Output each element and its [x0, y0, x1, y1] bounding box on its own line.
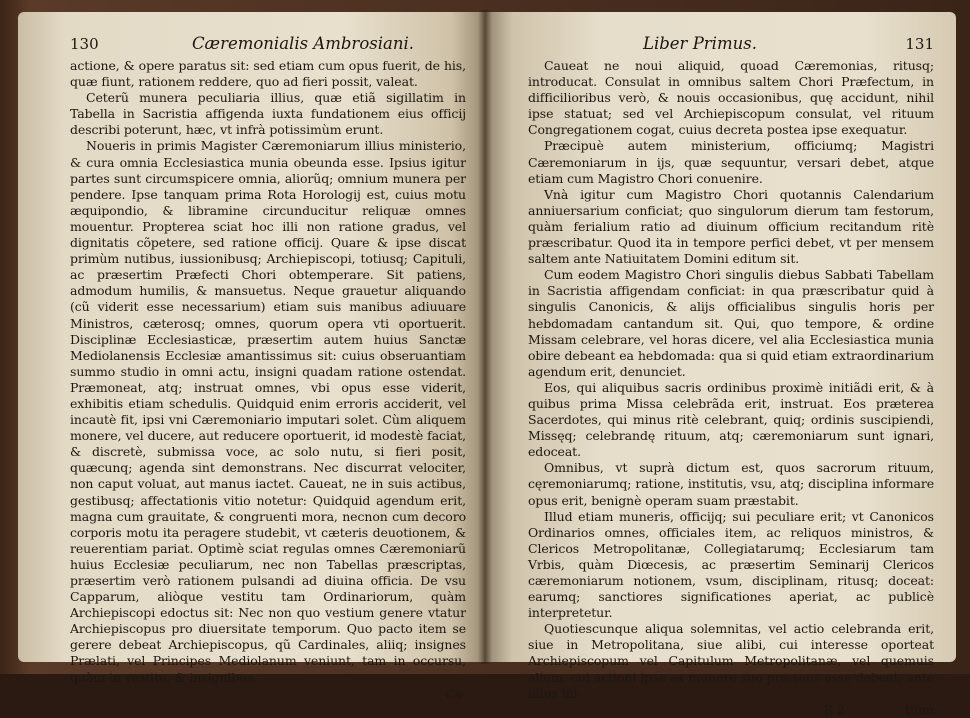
right-paragraph: Omnibus, vt suprà dictum est, quos sacrorum rituum, cęremoniarumq; ratione, institutis, vsu, atq; disciplina informare opus erit, benignè operam suam præstabit. — [528, 460, 934, 508]
right-running-head — [528, 34, 934, 56]
left-paragraph: Noueris in primis Magister Cæremoniarum illius ministerio, & cura omnia Ecclesiastica munia obeunda esse. Ipsius igitur partes sunt circumspicere omnia, aliorũq; omnium munera per pendere. Ipse tanquam prima Rota Horologij est, cuius motu æquipondio, & libramine circunducitur reliquæ omnes mouentur. Propterea sciat hoc illi non ratione gradus, vel dignitatis cõpetere, sed ratione officij. Quare & ipse discat primùm nutibus, iussionibusq; Archiepiscopi, totiusq; Capituli, ac præsertim Præfecti Chori obtemperare. Sit patiens, admodum humilis, & mansuetus. Neque grauetur aliquando (cũ viderit esse necessarium) etiam suis manibus adiuuare Ministros, cæterosq; omnes, quorum opera vti oportuerit. Disciplinæ Ecclesiasticæ, præsertim autem huius Sanctæ Mediolanensis Ecclesiæ amantissimus sit: cuius obseruantiam summo studio in omni actu, insigni quadam ratione ostendat. Præmoneat, atq; instruat omnes, vbi opus esse viderit, exhibitis etiam schedulis. Quidquid enim erroris acciderit, vel incautè fit, ipsi vni Cæremoniario imputari solet. Cùm aliquem monere, vel ducere, aut reducere oportuerit, id modestè faciat, & discretè, submissa voce, ac solo nutu, si fieri posit, quæcunq; agenda sint demonstrans. Nec discurrat velociter, non caput voluat, aut manus iactet. Caueat, ne in suis actibus, gestibusq; affectationis vitio notetur: Quidquid agendum erit, magna cum grauitate, & congruenti mora, necnon cum decoro corporis motu ita peragere studebit, vt cæteris deuotionem, & reuerentiam pariat. Optimè sciat regulas omnes Cæremoniarũ huius Ecclesiæ peculiarum, nec non Tabellas præscriptas, præsertim verò rationem pulsandi ad diuina officia. De vsu Capparum, aliòque vestitu tam Ordinariorum, quàm Archiepiscopi edoctus sit: Nec non quo vestium genere vtatur Archiepiscopus pro diuersitate temporum. Quo pacto item se gerere debeat Archiepiscopus, qũ Cardinales, aliiq; insignes Prælati, vel Principes Mediolanum veniunt, tam in occursu, quàm in vestitu, & insignibus. — [70, 138, 466, 685]
right-page-number: 131 — [905, 35, 934, 53]
left-paragraph: actione, & opere paratus sit: sed etiam cum opus fuerit, de his, quæ fiunt, rationem reddere, quo ad fieri possit, valeat. — [70, 58, 466, 90]
right-catchword: tium — [905, 701, 934, 717]
right-running-title: Liber Primus. — [643, 34, 757, 53]
left-running-head — [70, 34, 466, 56]
book-gutter — [478, 10, 492, 664]
right-paragraph: Cum eodem Magistro Chori singulis diebus Sabbati Tabellam in Sacristia affigendam conficiat: in qua præscribatur quid à singulis Canonicis, & alijs officialibus singulis horis per hebdomadam cantandum sit. Qui, quo tempore, & ordine Missam celebrare, vel horas dicere, vel alia Ecclesiastica munia obire debeant ea hebdomada: qua si quid etiam extraordinarium agendum erit, denunciet. — [528, 267, 934, 379]
left-page — [18, 12, 484, 701]
right-body-text — [528, 58, 934, 702]
right-paragraph: Illud etiam muneris, officijq; sui peculiare erit; vt Canonicos Ordinarios omnes, officiales item, ac reliquos ministros, & Clericos Metropolitanæ, Collegiatarumq; Ecclesiarum tam Vrbis, quàm Diœcesis, ac præsertim Seminarij Clericos cæremoniarum notionem, vsum, disciplinam, ritusq; doceat: earumq; sanctiores significationes aperiat, ac publicè interpretetur. — [528, 508, 934, 621]
left-paragraph: Ceterũ munera peculiaria illius, quæ etiã sigillatim in Tabella in Sacristia affigenda iuxta fundationem eius officij describi poterunt, hæc, vt infrà potissimùm erunt. — [70, 90, 466, 138]
left-footer — [70, 686, 466, 702]
right-paragraph: Caueat ne noui aliquid, quoad Cæremonias, ritusq; introducat. Consulat in omnibus saltem Chori Præfectum, in difficilioribus verò, & nouis occasionibus, quę accidunt, nihil ipse statuat; sed vel Archiepiscopum consulat, vel rituum Congregationem cogat, cuius decreta postea ipse exequatur. — [528, 58, 934, 138]
signature-mark: R 2 — [823, 701, 846, 717]
right-footer — [528, 702, 934, 718]
right-paragraph: Præcipuè autem ministerium, officiumq; Magistri Cæremoniarum in ijs, quæ sequuntur, versari debet, atque etiam cum Magistro Chori conuenire. — [528, 138, 934, 186]
left-running-title: Cæremonialis Ambrosiani. — [191, 34, 414, 53]
left-catchword: Ca- — [444, 685, 466, 701]
left-body-text — [70, 58, 466, 686]
right-paragraph: Vnà igitur cum Magistro Chori quotannis Calendarium anniuersarium conficiat; quo singulorum dierum tam festorum, quàm ferialium ratio ad diuinum officium recitandum ritè præscribatur. Quod ita in tempore perfici debet, vt per mensem saltem ante Natiuitatem Domini editum sit. — [528, 186, 934, 267]
right-paragraph: Quotiescunque aliqua solemnitas, vel actio celebranda erit, siue in Metropolitana, siue alibi, cui interesse oporteat Archiepiscopum vel Capitulum Metropolitanæ, vel quemuis alium, cui actioni ipse ex munere suo præsens esse debeat, ante illius ini- — [528, 621, 934, 701]
left-page-number: 130 — [70, 35, 99, 53]
right-paragraph: Eos, qui aliquibus sacris ordinibus proximè initiãdi erit, & à quibus prima Missa celebrãda erit, instruat. Eos præterea Sacerdotes, qui minus ritè celebrant, quiq; ordinis suscipiendi, Missęq; celebrandę rituum, atq; cæremoniarum sunt ignari, edoceat. — [528, 379, 934, 460]
right-page — [484, 12, 956, 717]
